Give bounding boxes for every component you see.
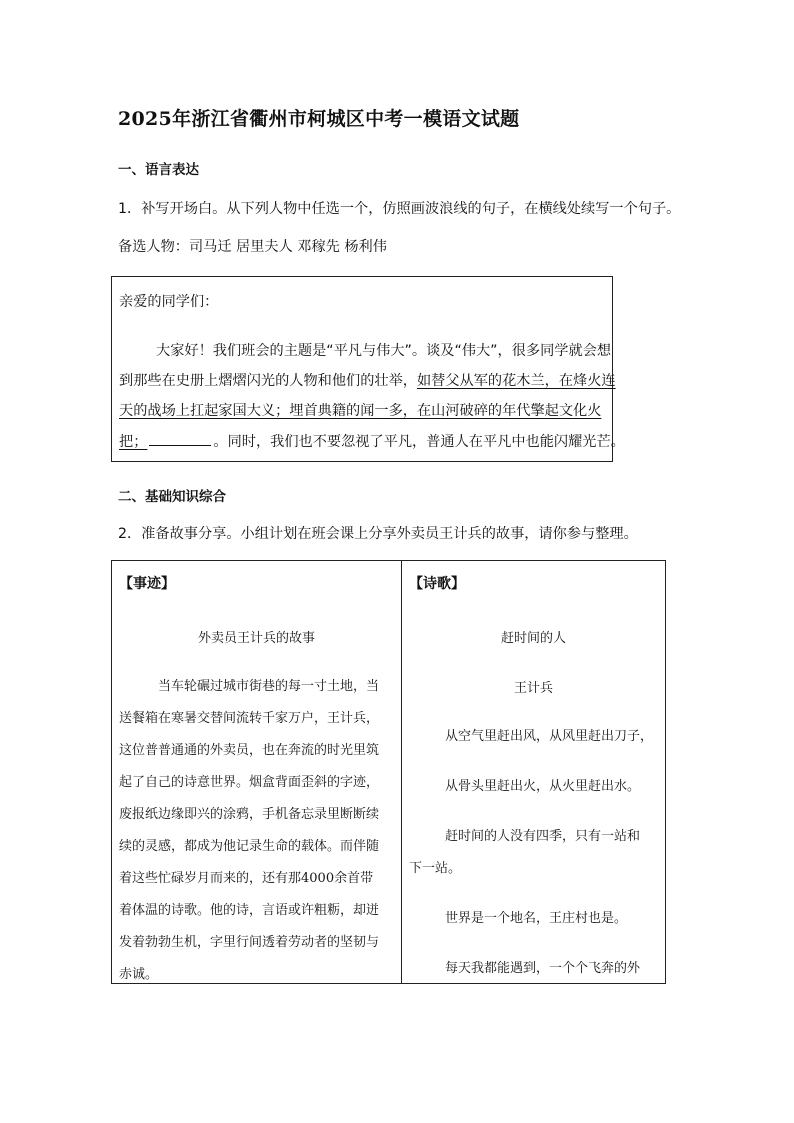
speech-line-2-plain: 到那些在史册上熠熠闪光的人物和他们的壮举， [119, 373, 417, 389]
opening-speech-box [111, 276, 625, 462]
poem-line: 赶时间的人没有四季，只有一站和 [445, 829, 641, 844]
deeds-heading: 【事迹】 [119, 576, 175, 592]
poem-line: 从空气里赶出风，从风里赶出刀子， [445, 729, 654, 744]
deeds-line: 着体温的诗歌。他的诗，言语或许粗粝，却迸 [119, 903, 380, 918]
candidate-figures: 备选人物：司马迁 居里夫人 邓稼先 杨利伟 [118, 239, 387, 255]
speech-line-2-underlined: 如替父从军的花木兰，在烽火连 [416, 373, 616, 389]
speech-line-4-rest: 。同时，我们也不要忽视了平凡，普通人在平凡中也能闪耀光芒。 [213, 434, 625, 450]
poem-title: 赶时间的人 [500, 631, 566, 646]
deeds-line: 赤诚。 [119, 967, 159, 982]
deeds-line: 起了自己的诗意世界。烟盒背面歪斜的字迹， [119, 775, 380, 790]
deeds-line: 送餐箱在寒暑交替间流转千家万户，王计兵， [119, 711, 380, 726]
poem-line: 从骨头里赶出火，从火里赶出水。 [445, 779, 641, 794]
speech-greeting: 亲爱的同学们： [119, 294, 219, 310]
deeds-line: 续的灵感，都成为他记录生命的载体。而伴随 [119, 839, 380, 854]
story-table [111, 560, 666, 984]
poem-line: 每天我都能遇到，一个个飞奔的外 [445, 961, 641, 976]
speech-line-2 [119, 370, 616, 390]
answer-blank[interactable] [149, 444, 211, 446]
deeds-line: 当车轮碾过城市街巷的每一寸土地，当 [158, 679, 380, 694]
speech-line-1: 大家好！我们班会的主题是“平凡与伟大”。谈及“伟大”，很多同学就会想 [156, 343, 612, 359]
section-heading-language: 一、语言表达 [118, 162, 199, 178]
poem-author: 王计兵 [513, 681, 553, 696]
deeds-line: 这位普普通通的外卖员，也在奔流的时光里筑 [119, 743, 380, 758]
deeds-line: 着这些忙碌岁月而来的，还有那4000余首带 [119, 871, 374, 886]
poem-line: 下一站。 [409, 861, 462, 876]
poem-line: 世界是一个地名，王庄村也是。 [445, 911, 628, 926]
document-title: 2025年浙江省衢州市柯城区中考一模语文试题 [118, 108, 520, 130]
question-2-text: 2．准备故事分享。小组计划在班会课上分享外卖员王计兵的故事，请你参与整理。 [118, 526, 638, 542]
deeds-cell [112, 561, 401, 983]
section-heading-basics: 二、基础知识综合 [118, 489, 226, 505]
speech-line-4 [119, 431, 625, 451]
deeds-line: 废报纸边缘即兴的涂鸦，手机备忘录里断断续 [119, 807, 380, 822]
speech-line-4-underlined: 把； [119, 434, 148, 450]
deeds-line: 发着勃勃生机，字里行间透着劳动者的坚韧与 [119, 935, 380, 950]
poem-cell [402, 561, 665, 983]
deeds-subtitle: 外卖员王计兵的故事 [197, 631, 315, 646]
speech-line-3-underlined: 天的战场上扛起家国大义；埋首典籍的闻一多，在山河破碎的年代擎起文化火 [119, 403, 602, 419]
question-1-text: 1．补写开场白。从下列人物中任选一个，仿照画波浪线的句子，在横线处续写一个句子。 [118, 201, 681, 217]
poem-heading: 【诗歌】 [409, 576, 465, 592]
